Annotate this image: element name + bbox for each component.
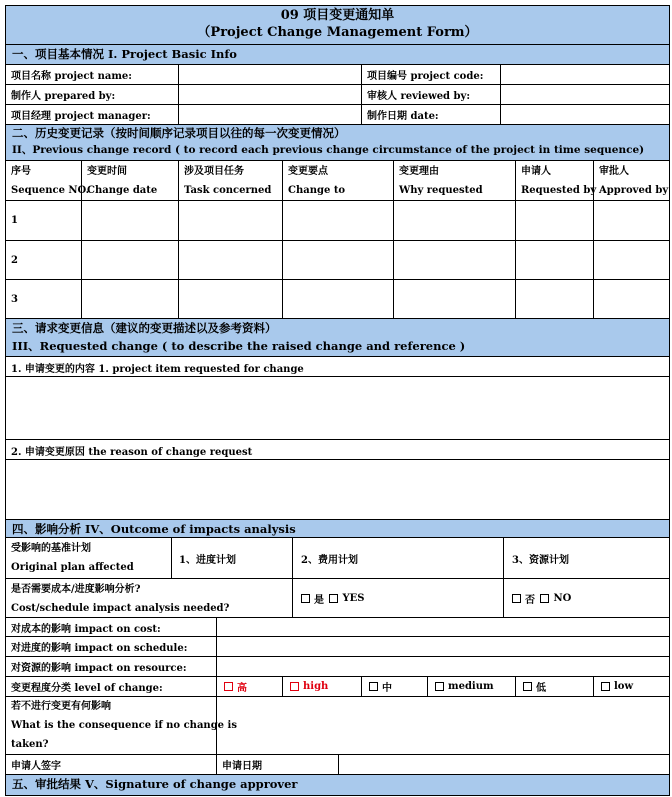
- consequence-label-en: What is the consequence if no change is: [11, 720, 237, 731]
- project-code-label: 项目编号 project code:: [361, 65, 500, 84]
- consequence-label-cn: 若不进行变更有何影响: [11, 701, 111, 712]
- request-item-field[interactable]: [5, 377, 670, 440]
- yes-cn: 是: [314, 594, 324, 606]
- basic-info-row: [5, 65, 670, 85]
- checkbox-icon[interactable]: [290, 682, 299, 691]
- level-medium-cn-option[interactable]: [361, 677, 427, 696]
- row-number: 1: [11, 215, 18, 226]
- prepared-by-label: 制作人 prepared by:: [11, 91, 116, 102]
- cost-impact-field[interactable]: [216, 618, 669, 636]
- baseline-label: [6, 538, 171, 578]
- table-cell[interactable]: [81, 280, 178, 318]
- col-change-to-cn: 变更要点: [288, 166, 328, 177]
- table-cell[interactable]: [282, 241, 393, 279]
- date-label: 制作日期 date:: [361, 105, 500, 124]
- level-row: [5, 677, 670, 697]
- table-cell[interactable]: [393, 280, 515, 318]
- impact-row: [5, 637, 670, 657]
- col-why-en: Why requested: [399, 185, 483, 196]
- basic-info-row: [5, 85, 670, 105]
- table-cell[interactable]: [282, 280, 393, 318]
- consequence-field[interactable]: [216, 697, 669, 754]
- no-en: NO: [553, 592, 572, 604]
- baseline-row: [5, 538, 670, 579]
- high-en: high: [303, 681, 329, 692]
- schedule-impact-label: 对进度的影响 impact on schedule:: [11, 643, 188, 654]
- consequence-label: [6, 697, 237, 754]
- analysis-label-cn: 是否需要成本/进度影响分析?: [11, 584, 141, 595]
- date-field[interactable]: [500, 105, 669, 124]
- col-why-cn: 变更理由: [399, 166, 439, 177]
- table-row: [5, 280, 670, 319]
- level-low-cn-option[interactable]: [515, 677, 593, 696]
- col-approved-by-cn: 审批人: [599, 166, 629, 177]
- col-requested-by: [515, 161, 597, 200]
- section3-heading-en: III、Requested change ( to describe the raised change and reference ): [12, 339, 466, 353]
- checkbox-icon[interactable]: [329, 594, 338, 603]
- baseline-label-cn: 受影响的基准计划: [11, 543, 91, 554]
- high-cn: 高: [237, 683, 247, 694]
- table-cell[interactable]: [393, 241, 515, 279]
- col-change-date: [81, 161, 178, 200]
- analysis-no-option[interactable]: [503, 579, 669, 617]
- impact-row: [5, 618, 670, 637]
- table-cell[interactable]: [178, 280, 282, 318]
- col-requested-by-en: Requested by: [521, 185, 597, 196]
- form-subtitle: （Project Change Management Form）: [197, 25, 478, 40]
- table-cell[interactable]: [515, 241, 593, 279]
- form-header: [5, 5, 670, 45]
- section4-heading: 四、影响分析 IV、Outcome of impacts analysis: [5, 520, 670, 538]
- section2-heading: [5, 125, 670, 161]
- col-sequence-en: Sequence NO.: [11, 185, 90, 196]
- checkbox-icon[interactable]: [512, 594, 521, 603]
- form-title: 09 项目变更通知单: [280, 8, 395, 23]
- history-header-row: [5, 161, 670, 201]
- col-task-en: Task concerned: [184, 185, 272, 196]
- checkbox-icon[interactable]: [435, 682, 444, 691]
- prepared-by-field[interactable]: [178, 85, 361, 104]
- basic-info-row: [5, 105, 670, 125]
- resource-impact-field[interactable]: [216, 657, 669, 676]
- table-cell[interactable]: [178, 201, 282, 240]
- level-high-en-option[interactable]: [282, 677, 361, 696]
- col-approved-by: [593, 161, 669, 200]
- section1-heading: 一、项目基本情况 I. Project Basic Info: [5, 45, 670, 65]
- checkbox-icon[interactable]: [540, 594, 549, 603]
- analysis-label-en: Cost/schedule impact analysis needed?: [11, 603, 230, 614]
- plan-schedule-option[interactable]: 1、进度计划: [171, 538, 292, 578]
- impact-row: [5, 657, 670, 677]
- level-medium-en-option[interactable]: [427, 677, 515, 696]
- request-item-label: 1. 申请变更的内容 1. project item requested for change: [5, 357, 670, 377]
- apply-date-label: 申请日期: [216, 755, 338, 774]
- col-sequence-cn: 序号: [11, 166, 31, 177]
- request-reason-label: 2. 申请变更原因 the reason of change request: [5, 440, 670, 460]
- checkbox-icon[interactable]: [601, 682, 610, 691]
- signature-row: [5, 755, 670, 775]
- section3-heading-cn: 三、请求变更信息（建议的变更描述以及参考资料）: [12, 321, 277, 335]
- apply-date-field[interactable]: [338, 755, 669, 774]
- table-row: [5, 241, 670, 280]
- table-row: [5, 201, 670, 241]
- consequence-row: [5, 697, 670, 755]
- medium-cn: 中: [382, 683, 392, 694]
- col-why: [393, 161, 515, 200]
- level-low-en-option[interactable]: [593, 677, 669, 696]
- col-sequence: [6, 161, 90, 200]
- section2-heading-en: II、Previous change record ( to record each previous change circumstance of the project in time sequence): [12, 144, 645, 156]
- yes-en: YES: [342, 592, 365, 604]
- level-label: 变更程度分类 level of change:: [11, 683, 163, 694]
- checkbox-icon[interactable]: [224, 682, 233, 691]
- reviewed-by-field[interactable]: [500, 85, 669, 104]
- medium-en: medium: [448, 681, 494, 692]
- project-name-field[interactable]: [178, 65, 361, 84]
- checkbox-icon[interactable]: [301, 594, 310, 603]
- low-en: low: [614, 681, 634, 692]
- project-manager-label: 项目经理 project manager:: [11, 111, 151, 122]
- reviewed-by-label: 审核人 reviewed by:: [361, 85, 500, 104]
- consequence-label-en-2: taken?: [11, 739, 49, 750]
- checkbox-icon[interactable]: [369, 682, 378, 691]
- no-cn: 否: [525, 594, 535, 606]
- resource-impact-label: 对资源的影响 impact on resource:: [11, 663, 187, 674]
- table-cell[interactable]: [593, 201, 669, 240]
- section3-heading: [5, 319, 670, 357]
- section5-heading: 五、审批结果 V、Signature of change approver: [5, 775, 670, 796]
- level-high-cn-option[interactable]: [216, 677, 282, 696]
- table-cell[interactable]: [178, 241, 282, 279]
- row-number: 2: [11, 254, 18, 266]
- table-cell[interactable]: [282, 201, 393, 240]
- section2-heading-cn: 二、历史变更记录（按时间顺序记录项目以往的每一次变更情况）: [12, 126, 346, 140]
- project-name-label: 项目名称 project name:: [11, 71, 132, 82]
- row-number: 3: [11, 293, 18, 305]
- analysis-row: [5, 579, 670, 618]
- col-change-date-cn: 变更时间: [87, 166, 127, 177]
- request-reason-field[interactable]: [5, 460, 670, 520]
- table-cell[interactable]: [593, 280, 669, 318]
- col-change-to: [282, 161, 393, 200]
- project-manager-field[interactable]: [178, 105, 361, 124]
- checkbox-icon[interactable]: [523, 682, 532, 691]
- col-change-date-en: Change date: [87, 185, 158, 196]
- applicant-sign-label: 申请人签字: [11, 761, 61, 772]
- plan-cost-option[interactable]: 2、费用计划: [292, 538, 503, 578]
- table-cell[interactable]: [81, 241, 178, 279]
- col-requested-by-cn: 申请人: [521, 166, 551, 177]
- table-cell[interactable]: [515, 201, 593, 240]
- table-cell[interactable]: [393, 201, 515, 240]
- col-task-cn: 涉及项目任务: [184, 166, 244, 177]
- col-change-to-en: Change to: [288, 185, 346, 196]
- low-cn: 低: [536, 683, 546, 694]
- cost-impact-label: 对成本的影响 impact on cost:: [11, 623, 161, 635]
- plan-resource-option[interactable]: 3、资源计划: [503, 538, 669, 578]
- analysis-yes-option[interactable]: [292, 579, 503, 617]
- table-cell[interactable]: [515, 280, 593, 318]
- baseline-label-en: Original plan affected: [11, 562, 134, 573]
- analysis-label: [6, 579, 292, 617]
- table-cell[interactable]: [593, 241, 669, 279]
- table-cell[interactable]: [81, 201, 178, 240]
- schedule-impact-field[interactable]: [216, 637, 669, 656]
- col-task: [178, 161, 282, 200]
- col-approved-by-en: Approved by: [599, 185, 669, 196]
- project-code-field[interactable]: [500, 65, 669, 84]
